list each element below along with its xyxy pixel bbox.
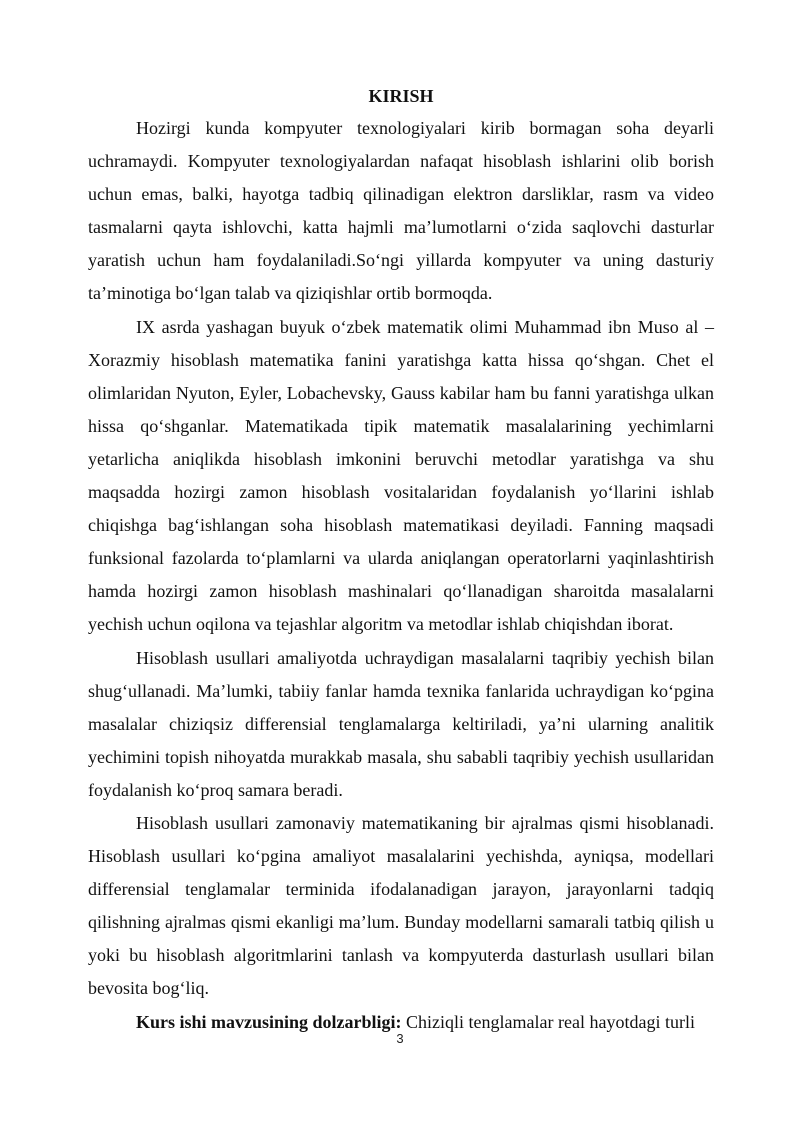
paragraph-history: IX asrda yashagan buyuk o‘zbek matematik olimi Muhammad ibn Muso al – Xorazmiy hisoblash matematika fanini yaratishga katta hissa qo‘shgan. Chet el olimlaridan Nyuton, Eyler, Lobachevsky, Gauss kabilar ham bu fanni yaratishga ulkan hissa qo‘shganlar. Matematikada tipik matematik masalalarining yechimlarni yetarlicha aniqlikda hisoblash imkonini beruvchi metodlar yaratishga va shu maqsadda hozirgi zamon hisoblash vositalaridan foydalanish yo‘llarini ishlab chiqishga bag‘ishlangan soha hisoblash matematikasi deyiladi. Fanning maqsadi funksional fazolarda to‘plamlarni va ularda aniqlangan operatorlarni yaqinlashtirish hamda hozirgi zamon hisoblash mashinalari qo‘llanadigan sharoitda masalalarni yechish uchun oqilona va tejashlar algoritm va metodlar ishlab chiqishdan iborat. (88, 316, 714, 635)
section-heading: KIRISH (368, 86, 434, 106)
paragraph-modern: Hisoblash usullari zamonaviy matematikaning bir ajralmas qismi hisoblanadi. Hisoblash usullari ko‘pgina amaliyot masalalarini yechishda, ayniqsa, modellari differensial tenglamalar terminida ifodalanadigan jarayon, jarayonlarni tadqiq qilishning ajralmas qismi ekanligi ma’lum. Bunday modellarni samarali tatbiq qilish u yoki bu hisoblash algoritmlarini tanlash va kompyuterda dasturlash usullari bilan bevosita bog‘liq. (88, 812, 714, 999)
document-page (88, 84, 714, 1039)
paragraph-methods: Hisoblash usullari amaliyotda uchraydigan masalalarni taqribiy yechish bilan shug‘ullanadi. Ma’lumki, tabiiy fanlar hamda texnika fanlarida uchraydigan ko‘pgina masalalar chiziqsiz differensial tenglamalarga keltiriladi, ya’ni ularning analitik yechimini topish nihoyatda murakkab masala, shu sababli taqribiy yechish usullaridan foydalanish ko‘proq samara beradi. (88, 647, 714, 800)
relevance-text: Chiziqli tenglamalar real hayotdagi turli (401, 1011, 695, 1032)
paragraph-intro: Hozirgi kunda kompyuter texnologiyalari kirib bormagan soha deyarli uchramaydi. Kompyuter texnologiyalardan nafaqat hisoblash ishlarini olib borish uchun emas, balki, hayotga tadbiq qilinadigan elektron darsliklar, rasm va video tasmalarni qayta ishlovchi, katta hajmli ma’lumotlarni o‘zida saqlovchi dasturlar yaratish uchun ham foydalaniladi.So‘ngi yillarda kompyuter va uning dasturiy ta’minotiga bo‘lgan talab va qiziqishlar ortib bormoqda. (88, 118, 714, 304)
page-number: 3 (396, 1031, 404, 1046)
relevance-lead: Kurs ishi mavzusining dolzarbligi: (136, 1011, 402, 1032)
